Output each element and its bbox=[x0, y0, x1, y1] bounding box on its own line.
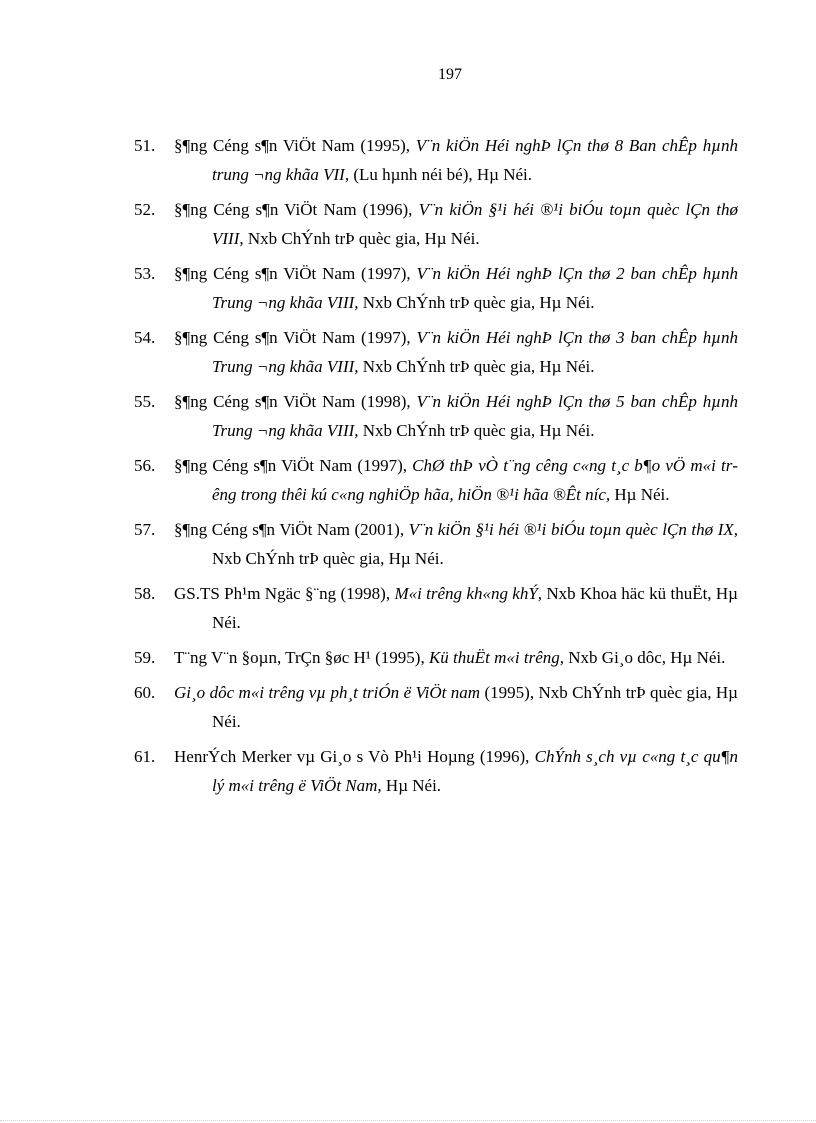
reference-number: 58. bbox=[134, 584, 156, 603]
reference-text bbox=[174, 387, 739, 445]
reference-title: Gi¸o dôc m«i trêng vµ ph¸t triÓn ë ViÖt nam bbox=[174, 683, 481, 702]
reference-number: 56. bbox=[134, 456, 156, 475]
reference-author: §¶ng Céng s¶n ViÖt Nam (1996), bbox=[174, 200, 419, 219]
reference-item bbox=[0, 742, 738, 800]
reference-item bbox=[0, 515, 738, 573]
reference-text bbox=[174, 259, 739, 317]
reference-publisher: Hµ Néi. bbox=[381, 776, 442, 795]
reference-text bbox=[174, 643, 738, 672]
reference-author: §¶ng Céng s¶n ViÖt Nam (1997), bbox=[174, 456, 413, 475]
page-bottom-border bbox=[0, 1120, 816, 1121]
reference-author: T¨ng V¨n §oµn, TrÇn §øc H¹ (1995), bbox=[174, 648, 429, 667]
reference-item bbox=[0, 387, 738, 445]
reference-title: V¨n kiÖn Héi nghÞ lÇn thø 5 ban chÊp hµnh Trung ¬ng khãa VIII, bbox=[212, 392, 739, 440]
reference-publisher: Nxb ChÝnh trÞ quèc gia, Hµ Néi. bbox=[243, 229, 480, 248]
reference-number: 51. bbox=[134, 136, 156, 155]
reference-publisher: Hµ Néi. bbox=[610, 485, 670, 504]
reference-list bbox=[0, 131, 816, 806]
reference-publisher: Nxb ChÝnh trÞ quèc gia, Hµ Néi. bbox=[358, 421, 595, 440]
reference-number: 61. bbox=[134, 747, 156, 766]
reference-title: V¨n kiÖn Héi nghÞ lÇn thø 8 Ban chÊp hµnh trung ¬ng khãa VII, bbox=[212, 136, 738, 184]
reference-number: 54. bbox=[134, 328, 156, 347]
reference-title: V¨n kiÖn Héi nghÞ lÇn thø 2 ban chÊp hµnh Trung ¬ng khãa VIII, bbox=[212, 264, 739, 312]
reference-item bbox=[0, 451, 738, 509]
reference-publisher: Nxb ChÝnh trÞ quèc gia, Hµ Néi. bbox=[358, 357, 595, 376]
reference-publisher: (1995), Nxb ChÝnh trÞ quèc gia, Hµ Néi. bbox=[212, 683, 738, 731]
reference-item bbox=[0, 643, 738, 672]
reference-author: HenrÝch Merker vµ Gi¸o s Vò Ph¹i Hoµng (1996), bbox=[174, 747, 535, 766]
reference-publisher: Nxb Gi¸o dôc, Hµ Néi. bbox=[564, 648, 726, 667]
reference-text bbox=[174, 451, 739, 509]
reference-publisher: Nxb ChÝnh trÞ quèc gia, Hµ Néi. bbox=[212, 549, 444, 568]
reference-author: §¶ng Céng s¶n ViÖt Nam (2001), bbox=[174, 520, 409, 539]
page-number: 197 bbox=[438, 66, 462, 83]
reference-author: GS.TS Ph¹m Ngäc §¨ng (1998), bbox=[174, 584, 395, 603]
reference-text bbox=[174, 323, 739, 381]
reference-author: §¶ng Céng s¶n ViÖt Nam (1998), bbox=[174, 392, 417, 411]
reference-text bbox=[174, 579, 738, 637]
reference-text bbox=[174, 131, 738, 189]
reference-number: 59. bbox=[134, 648, 156, 667]
reference-item bbox=[0, 678, 738, 736]
reference-title: V¨n kiÖn §¹i héi ®¹i biÓu toµn quèc lÇn thø IX, bbox=[408, 520, 739, 539]
reference-title: Kü thuËt m«i trêng, bbox=[428, 648, 565, 667]
reference-item bbox=[0, 131, 738, 189]
reference-text bbox=[174, 195, 738, 253]
reference-text bbox=[174, 742, 739, 800]
reference-publisher: Nxb ChÝnh trÞ quèc gia, Hµ Néi. bbox=[358, 293, 595, 312]
reference-text bbox=[174, 515, 739, 573]
reference-title: M«i trêng kh«ng khÝ, bbox=[394, 584, 543, 603]
reference-publisher: (Lu hµnh néi bé), Hµ Néi. bbox=[349, 165, 532, 184]
reference-author: §¶ng Céng s¶n ViÖt Nam (1997), bbox=[174, 328, 417, 347]
reference-title: V¨n kiÖn §¹i héi ®¹i biÓu toµn quèc lÇn thø VIII, bbox=[212, 200, 738, 248]
reference-number: 52. bbox=[134, 200, 156, 219]
reference-number: 53. bbox=[134, 264, 156, 283]
reference-item bbox=[0, 259, 738, 317]
reference-title: ChØ thÞ vÒ t¨ng cêng c«ng t¸c b¶o vÖ m«i trêng trong thêi kú c«ng nghiÖp hãa, hiÖn ®¹i hãa ®Êt níc, bbox=[212, 456, 739, 504]
reference-author: §¶ng Céng s¶n ViÖt Nam (1995), bbox=[174, 136, 416, 155]
reference-title: ChÝnh s¸ch vµ c«ng t¸c qu¶n lý m«i trêng ë ViÖt Nam, bbox=[212, 747, 739, 795]
reference-number: 57. bbox=[134, 520, 156, 539]
reference-number: 60. bbox=[134, 683, 156, 702]
reference-text bbox=[174, 678, 738, 736]
reference-number: 55. bbox=[134, 392, 156, 411]
reference-item bbox=[0, 195, 738, 253]
reference-author: §¶ng Céng s¶n ViÖt Nam (1997), bbox=[174, 264, 417, 283]
reference-item bbox=[0, 323, 738, 381]
reference-title: V¨n kiÖn Héi nghÞ lÇn thø 3 ban chÊp hµnh Trung ¬ng khãa VIII, bbox=[212, 328, 739, 376]
reference-item bbox=[0, 579, 738, 637]
reference-publisher: Nxb Khoa häc kü thuËt, Hµ Néi. bbox=[212, 584, 738, 632]
